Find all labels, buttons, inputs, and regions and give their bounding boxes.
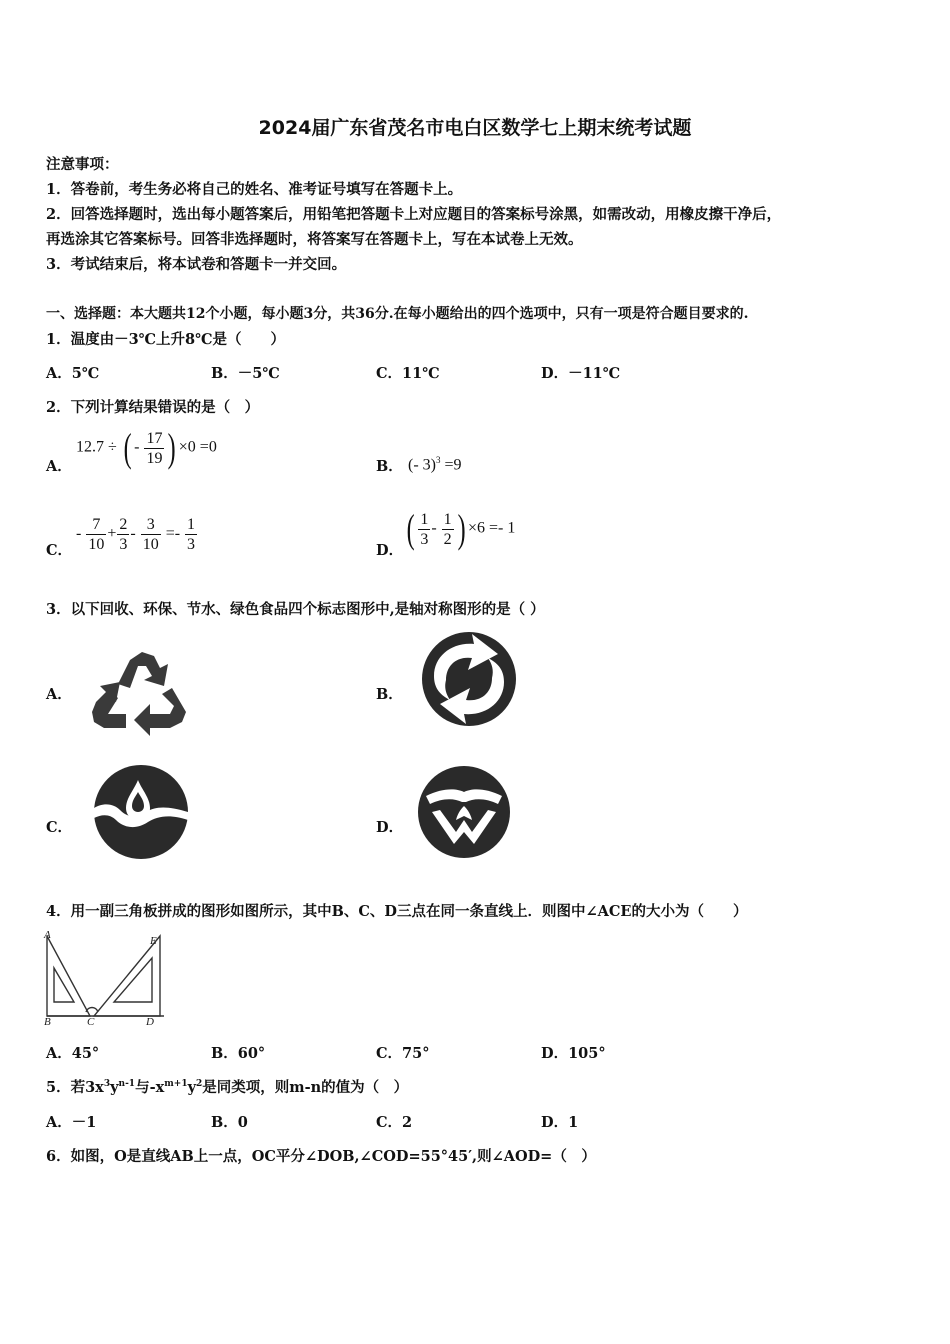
q3-option-c-label[interactable]: C． [46,819,73,836]
q2-option-d-label[interactable]: D． [376,542,404,559]
notice-item: 3．考试结束后，将本试卷和答题卡一并交回。 [46,256,347,273]
q4-option-b[interactable]: B．60° [211,1045,266,1062]
page-title: 2024届广东省茂名市电白区数学七上期末统考试题 [258,117,692,139]
q5-option-d[interactable]: D．1 [541,1114,579,1131]
q1-option-d[interactable]: D．－11℃ [541,365,621,382]
q5-option-b[interactable]: B．0 [211,1114,248,1131]
question-4-stem: 4．用一副三角板拼成的图形如图所示，其中B、C、D三点在同一条直线上．则图中∠ACE的大小为（ ） [46,903,748,920]
q1-option-c[interactable]: C．11℃ [376,365,440,382]
expr-text: ×0 =0 [178,438,217,456]
q2-option-b-expression: (- 3)$^3$ =9 [408,455,462,474]
notice-item: 2．回答选择题时，选出每小题答案后，用铅笔把答题卡上对应题目的答案标号涂黑，如需改动，用橡皮擦干净后， [46,206,782,223]
water-saving-icon [90,762,192,862]
q2-option-a-label[interactable]: A． [46,458,72,475]
q4-option-c[interactable]: C．75° [376,1045,430,1062]
notice-item: 再选涂其它答案标号。回答非选择题时，将答案写在答题卡上，写在本试卷上无效。 [46,231,583,248]
q4-option-d[interactable]: D．105° [541,1045,606,1062]
question-1-stem: 1．温度由－3℃上升8℃是（ ） [46,331,286,348]
q2-option-c-label[interactable]: C． [46,542,73,559]
question-5-stem: 5．若$3x^3y^{n-1}$与$-x^{m+1}y^2$是同类项，则m-n的值为（ ） [46,1079,409,1096]
q3-option-a-label[interactable]: A． [46,686,72,703]
question-2-stem: 2．下列计算结果错误的是（ ） [46,399,260,416]
q1-option-a[interactable]: A．5℃ [46,365,100,382]
q5-option-c[interactable]: C．2 [376,1114,413,1131]
figure-label-d: D [146,1016,154,1028]
recycle-icon [90,642,190,737]
environment-icon [418,628,520,730]
figure-label-a: A [44,929,51,941]
q3-option-d-label[interactable]: D． [376,819,404,836]
q1-option-b[interactable]: B．－5℃ [211,365,280,382]
q4-option-a[interactable]: A．45° [46,1045,100,1062]
q5-option-a[interactable]: A．－1 [46,1114,97,1131]
figure-label-c: C [87,1016,95,1028]
green-food-icon [414,762,514,862]
q2-option-c-expression: - $\frac{7}{10}$ + $\frac{2}{3}$ - $\frac{3}{10}$ =- $\frac{1}{3}$ [76,516,196,553]
expr-text: 12.7 ÷ [76,438,117,456]
q2-option-d-expression: ( $\frac{1}{3}$ - $\frac{1}{2}$ ) ×6 =- 1 [406,506,516,551]
figure-label-e: E [150,935,157,947]
expr-text: - [134,438,140,456]
question-6-stem: 6．如图，O是直线AB上一点，OC平分∠DOB,∠COD=55°45′,则∠AOD=（ ） [46,1148,596,1165]
notice-heading: 注意事项： [46,156,119,173]
triangle-ruler-figure [42,928,168,1028]
q2-option-a-expression: 12.7 ÷ ( - $\frac{17}{19}$ ) ×0 =0 [76,425,217,470]
notice-item: 1．答卷前，考生务必将自己的姓名、准考证号填写在答题卡上。 [46,181,463,198]
q3-option-b-label[interactable]: B． [376,686,403,703]
question-3-stem: 3．以下回收、环保、节水、绿色食品四个标志图形中,是轴对称图形的是（ ） [46,601,545,618]
section-heading: 一、选择题：本大题共12个小题，每小题3分，共36分.在每小题给出的四个选项中，只有一项是符合题目要求的. [46,306,749,322]
figure-label-b: B [44,1016,51,1028]
q2-option-b-label[interactable]: B． [376,458,403,475]
fraction: $\frac{17}{19}$ [146,429,163,467]
